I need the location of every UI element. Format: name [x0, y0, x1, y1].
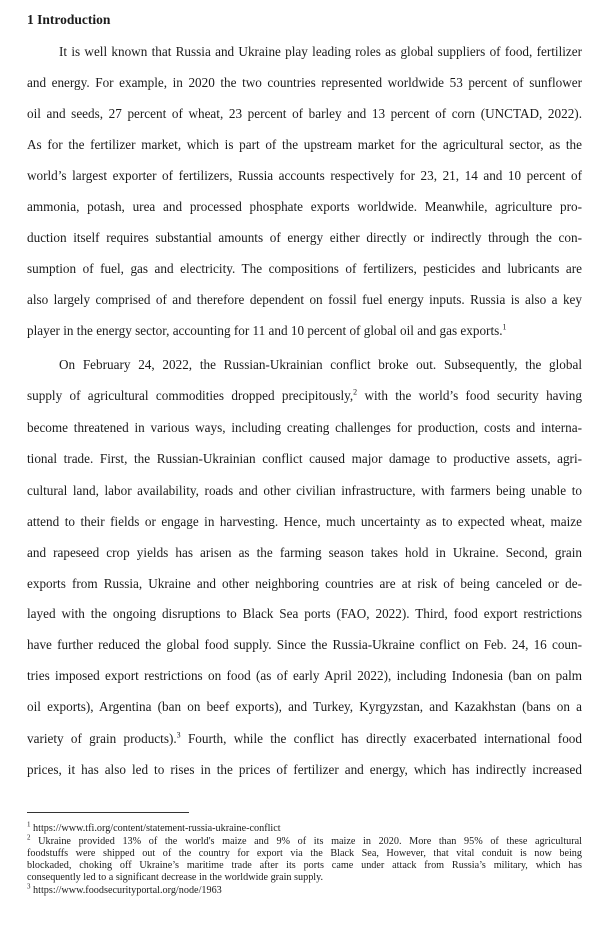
footnote-3-link[interactable]: https://www.foodsecurityportal.org/node/1963 — [33, 885, 222, 896]
footnote-2-line: blockaded, choking off Ukraine’s maritime trade after its ports came under attack from Russia’s military, which has — [27, 860, 582, 871]
paragraph-1-line: As for the fertilizer market, which is part of the upstream market for the agricultural sector, as the — [27, 137, 582, 152]
footnote-ref-2[interactable]: 2 — [353, 387, 358, 397]
paragraph-1-line: duction itself requires substantial amounts of energy either directly or indirectly through the con- — [27, 230, 582, 245]
footnote-2-text: Ukraine provided 13% of the world's maize and 9% of its maize in 2020. More than 95% of these agricultural — [38, 836, 582, 847]
footnote-1-link[interactable]: https://www.tfi.org/content/statement-russia-ukraine-conflict — [33, 823, 281, 834]
paragraph-1-line: oil and seeds, 27 percent of wheat, 23 percent of barley and 13 percent of corn (UNCTAD, 2022). — [27, 106, 582, 121]
paragraph-2-line: exports from Russia, Ukraine and other neighboring countries are at risk of being canceled or de- — [27, 576, 582, 591]
footnote-2-line: foodstuffs were shipped out of the country for export via the Black Sea, However, that vital conduit is now being — [27, 848, 582, 859]
paragraph-2-text: Fourth, while the conflict has directly exacerbated international food — [180, 731, 582, 746]
paragraph-2-line: attend to their fields or engage in harvesting. Hence, much uncertainty as to expected wheat, maize — [27, 514, 582, 529]
footnote-separator — [27, 812, 189, 813]
footnote-mark: 3 — [27, 882, 31, 891]
footnote-ref-1[interactable]: 1 — [502, 322, 507, 332]
paragraph-1-line: It is well known that Russia and Ukraine play leading roles as global suppliers of food, fertilizer — [59, 44, 582, 59]
paragraph-1-line: ammonia, potash, urea and processed phosphate exports worldwide. Meanwhile, agriculture pro- — [27, 199, 582, 214]
paragraph-1-line: and energy. For example, in 2020 the two countries represented worldwide 53 percent of sunflower — [27, 75, 582, 90]
footnote-mark: 1 — [27, 820, 31, 829]
paragraph-2-line: tries imposed export restrictions on food (as of early April 2022), including Indonesia (ban on palm — [27, 668, 582, 683]
paragraph-1-text: player in the energy sector, accounting for 11 and 10 percent of global oil and gas exports. — [27, 323, 503, 338]
paragraph-1-line: sumption of fuel, gas and electricity. The compositions of fertilizers, pesticides and lubricants are — [27, 261, 582, 276]
paragraph-2-line: On February 24, 2022, the Russian-Ukrainian conflict broke out. Subsequently, the global — [59, 357, 582, 372]
paragraph-2-line: have further reduced the global food supply. Since the Russia-Ukraine conflict on Feb. 24, 16 coun- — [27, 637, 582, 652]
paragraph-2-line: prices, it has also led to rises in the prices of fertilizer and energy, which has indirectly increased — [27, 762, 582, 777]
footnote-ref-3[interactable]: 3 — [176, 730, 181, 740]
footnote-mark: 2 — [27, 833, 31, 842]
paragraph-2-line: cultural land, labor availability, roads and other civilian infrastructure, with farmers being unable to — [27, 483, 582, 498]
section-heading: 1 Introduction — [27, 12, 111, 27]
paragraph-2-line: and rapeseed crop yields has arisen as the farming season takes hold in Ukraine. Second, grain — [27, 545, 582, 560]
paragraph-2-text: with the world’s food security having — [357, 388, 582, 403]
paragraph-2-text: variety of grain products). — [27, 731, 177, 746]
paragraph-2-line: layed with the ongoing disruptions to Black Sea ports (FAO, 2022). Third, food export restrictions — [27, 606, 582, 621]
footnote-2-line: consequently led to a significant decrease in the worldwide grain supply. — [27, 872, 324, 883]
paragraph-1-last-line — [27, 323, 582, 339]
paragraph-2-text: supply of agricultural commodities dropped precipitously, — [27, 388, 354, 403]
footnote-3 — [27, 882, 582, 896]
paragraph-2-line — [27, 731, 582, 747]
paragraph-1-line: also largely comprised of and therefore dependent on fossil fuel energy inputs. Russia is also a key — [27, 292, 582, 307]
footnote-2 — [27, 833, 582, 847]
paragraph-2-line: oil exports), Argentina (ban on beef exports), and Turkey, Kyrgyzstan, and Kazakhstan (bans on a — [27, 699, 582, 714]
paragraph-2-line: become threatened in various ways, including creating challenges for production, costs and interna- — [27, 420, 582, 435]
paragraph-1-line: world’s largest exporter of fertilizers, Russia accounts respectively for 23, 21, 14 and 10 percent of — [27, 168, 582, 183]
paragraph-2-line — [27, 388, 582, 404]
footnote-1 — [27, 820, 582, 834]
paragraph-2-line: tional trade. First, the Russian-Ukrainian conflict caused major damage to productive assets, agri- — [27, 451, 582, 466]
